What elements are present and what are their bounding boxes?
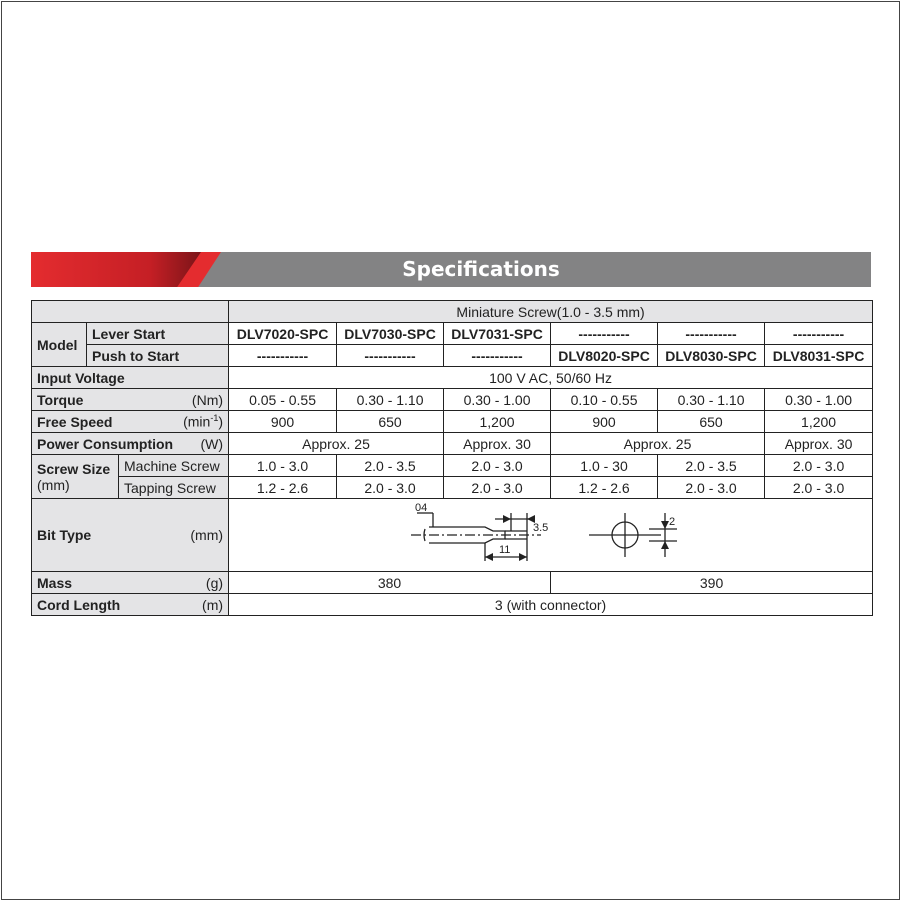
mass-value: 380 — [229, 572, 551, 594]
free-speed-label: Free Speed — [37, 413, 113, 430]
arrow-icon — [503, 515, 511, 523]
arrow-icon — [485, 553, 493, 561]
push-model: ----------- — [337, 345, 444, 367]
lever-model: ----------- — [765, 323, 873, 345]
machine-screw-value: 2.0 - 3.0 — [444, 455, 551, 477]
push-model: ----------- — [229, 345, 337, 367]
power-value: Approx. 25 — [229, 433, 444, 455]
bit-type-label-cell — [32, 499, 229, 572]
input-voltage-label: Input Voltage — [32, 367, 229, 389]
machine-screw-label: Machine Screw — [119, 455, 229, 477]
model-push-row — [32, 345, 873, 367]
screw-size-label: Screw Size — [37, 460, 111, 477]
cord-length-unit: (m) — [202, 596, 224, 613]
push-model: DLV8020-SPC — [551, 345, 658, 367]
torque-unit: (Nm) — [191, 391, 224, 408]
torque-row — [32, 389, 873, 411]
power-value: Approx. 30 — [444, 433, 551, 455]
power-label-cell — [32, 433, 229, 455]
tip-dim-label: 3.5 — [532, 522, 548, 534]
input-voltage-value: 100 V AC, 50/60 Hz — [229, 367, 873, 389]
bit-diagram-cell — [229, 499, 873, 572]
bit-type-unit: (mm) — [190, 527, 224, 543]
banner-title: Specifications — [402, 257, 560, 281]
cord-length-row — [32, 594, 873, 616]
tapping-screw-value: 1.2 - 2.6 — [551, 477, 658, 499]
tapping-screw-label: Tapping Screw — [119, 477, 229, 499]
torque-value: 0.10 - 0.55 — [551, 389, 658, 411]
machine-screw-value: 1.0 - 30 — [551, 455, 658, 477]
machine-screw-value: 1.0 - 3.0 — [229, 455, 337, 477]
machine-screw-value: 2.0 - 3.0 — [765, 455, 873, 477]
cord-length-value: 3 (with connector) — [229, 594, 873, 616]
cord-length-label-cell — [32, 594, 229, 616]
push-start-label: Push to Start — [87, 345, 229, 367]
lever-model: DLV7030-SPC — [337, 323, 444, 345]
bit-diagram — [401, 499, 701, 571]
model-label: Model — [32, 323, 87, 367]
group-header-row — [32, 301, 873, 323]
free-speed-row — [32, 411, 873, 433]
group-header: Miniature Screw(1.0 - 3.5 mm) — [229, 301, 873, 323]
tapping-screw-value: 2.0 - 3.0 — [765, 477, 873, 499]
shank-dim-label: 04 — [414, 502, 427, 514]
free-speed-label-cell — [32, 411, 229, 433]
torque-value: 0.30 - 1.00 — [765, 389, 873, 411]
power-value: Approx. 30 — [765, 433, 873, 455]
free-speed-value: 1,200 — [444, 411, 551, 433]
width-dim-label: 2 — [668, 516, 675, 528]
tapping-screw-value: 2.0 - 3.0 — [444, 477, 551, 499]
torque-value: 0.30 - 1.10 — [337, 389, 444, 411]
tapping-screw-value: 1.2 - 2.6 — [229, 477, 337, 499]
power-unit: (W) — [200, 435, 224, 452]
mass-label: Mass — [37, 574, 73, 591]
free-speed-value: 650 — [337, 411, 444, 433]
free-speed-value: 900 — [551, 411, 658, 433]
tapping-screw-value: 2.0 - 3.0 — [337, 477, 444, 499]
torque-label: Torque — [37, 391, 84, 408]
mass-label-cell — [32, 572, 229, 594]
machine-screw-value: 2.0 - 3.5 — [337, 455, 444, 477]
length-dim-label: 11 — [498, 544, 510, 556]
arrow-icon — [661, 541, 669, 549]
free-speed-value: 650 — [658, 411, 765, 433]
screw-size-label-cell — [32, 455, 119, 499]
corner-cell — [32, 301, 229, 323]
model-lever-row — [32, 323, 873, 345]
lever-model: ----------- — [551, 323, 658, 345]
bit-type-label: Bit Type — [37, 527, 92, 543]
torque-label-cell — [32, 389, 229, 411]
mass-row — [32, 572, 873, 594]
power-value: Approx. 25 — [551, 433, 765, 455]
screw-tapping-row — [32, 477, 873, 499]
free-speed-value: 900 — [229, 411, 337, 433]
push-model: DLV8030-SPC — [658, 345, 765, 367]
arrow-icon — [661, 521, 669, 529]
arrow-icon — [519, 553, 527, 561]
power-label: Power Consumption — [37, 435, 174, 452]
torque-value: 0.30 - 1.10 — [658, 389, 765, 411]
mass-unit: (g) — [205, 574, 224, 591]
power-row — [32, 433, 873, 455]
push-model: DLV8031-SPC — [765, 345, 873, 367]
lever-start-label: Lever Start — [87, 323, 229, 345]
cord-length-label: Cord Length — [37, 596, 121, 613]
spec-table — [31, 300, 873, 616]
tapping-screw-value: 2.0 - 3.0 — [658, 477, 765, 499]
free-speed-value: 1,200 — [765, 411, 873, 433]
machine-screw-value: 2.0 - 3.5 — [658, 455, 765, 477]
lever-model: DLV7020-SPC — [229, 323, 337, 345]
screw-machine-row — [32, 455, 873, 477]
push-model: ----------- — [444, 345, 551, 367]
lever-model: ----------- — [658, 323, 765, 345]
lever-model: DLV7031-SPC — [444, 323, 551, 345]
screw-size-unit: (mm) — [37, 476, 70, 493]
free-speed-unit: $(\min^{-1})$ — [183, 413, 224, 430]
torque-value: 0.30 - 1.00 — [444, 389, 551, 411]
mass-value: 390 — [551, 572, 873, 594]
torque-value: 0.05 - 0.55 — [229, 389, 337, 411]
bit-type-row — [32, 499, 873, 572]
section-banner — [31, 252, 871, 287]
input-voltage-row — [32, 367, 873, 389]
